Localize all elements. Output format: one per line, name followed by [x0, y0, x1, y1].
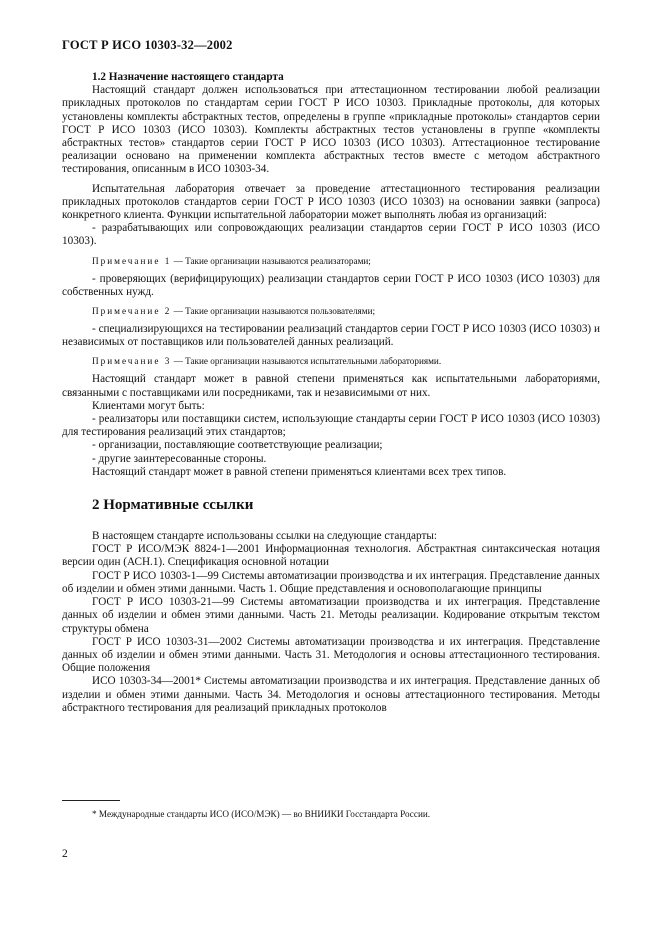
note-label: Примечание 1 — [92, 255, 172, 266]
reference-item: ГОСТ Р ИСО/МЭК 8824-1—2001 Информационная технология. Абстрактная синтаксическая нотация версии один (АСН.1). Спецификация основной нотации — [62, 543, 600, 569]
reference-item: ГОСТ Р ИСО 10303-31—2002 Системы автоматизации производства и их интеграция. Представление данных об изделии и обмен этими данными. Часть 31. Методология и основы аттестационного тестирования. Общие положения — [62, 635, 600, 675]
page-number: 2 — [62, 848, 68, 860]
note — [62, 355, 600, 367]
paragraph: Настоящий стандарт может в равной степени применяться как испытательными лабораториями, связанными с поставщиками или посредниками, так и независимыми от них. — [62, 373, 600, 399]
note — [62, 305, 600, 317]
list-item: - специализирующихся на тестировании реализаций стандартов серии ГОСТ Р ИСО 10303 (ИСО 10303) и независимых от поставщиков или пользователей данных реализаций. — [62, 323, 600, 349]
list-item: - разрабатывающих или сопровождающих реализации стандартов серии ГОСТ Р ИСО 10303 (ИСО 10303). — [62, 222, 600, 248]
paragraph: Настоящий стандарт должен использоваться при аттестационном тестировании любой реализации прикладных протоколов по стандартам серии ГОСТ Р ИСО 10303. Прикладные протоколы, для которых установлены комплекты абстрактных тестов, определены в группе «прикладные протоколы» стандартов серии ГОСТ Р ИСО 10303 (ИСО 10303). Комплекты абстрактных тестов установлены в группе «комплекты абстрактных тестов» стандартов серии ГОСТ Р ИСО 10303 (ИСО 10303). Аттестационное тестирование реализации основано на применении комплекта абстрактных тестов вместе с методом абстрактного тестирования, описанным в ИСО 10303-34. — [62, 84, 600, 176]
list-item: - проверяющих (верифицирующих) реализации стандартов серии ГОСТ Р ИСО 10303 (ИСО 10303) для собственных нужд. — [62, 272, 600, 298]
paragraph: Испытательная лаборатория отвечает за проведение аттестационного тестирования реализации прикладных протоколов стандартов серии ГОСТ Р ИСО 10303 (ИСО 10303) на основании заявки (запроса) конкретного клиента. Функции испытательной лаборатории может выполнять любая из организаций: — [62, 182, 600, 222]
list-item: - организации, поставляющие соответствующие реализации; — [92, 439, 383, 452]
note-label: Примечание 3 — [92, 356, 172, 367]
note-text: — Такие организации называются испытательными лабораториями. — [171, 356, 442, 367]
section-1-2-heading: 1.2 Назначение настоящего стандарта — [92, 71, 284, 83]
note-text: — Такие организации называются реализаторами; — [171, 255, 371, 266]
note — [62, 255, 600, 267]
page-body — [62, 38, 600, 715]
section-2-heading: 2 Нормативные ссылки — [92, 497, 254, 514]
reference-item: ГОСТ Р ИСО 10303-1—99 Системы автоматизации производства и их интеграция. Представление данных об изделии и обмен этими данными. Часть 1. Общие представления и основополагающие принципы — [62, 569, 600, 595]
note-text: — Такие организации называются пользователями; — [171, 306, 376, 317]
paragraph: Клиентами могут быть: — [92, 399, 205, 412]
list-item: - другие заинтересованные стороны. — [92, 452, 267, 465]
reference-item: ГОСТ Р ИСО 10303-21—99 Системы автоматизации производства и их интеграция. Представление данных об изделии и обмен этими данными. Часть 21. Методы реализации. Кодирование открытым текстом структуры обмена — [62, 596, 600, 635]
note-label: Примечание 2 — [92, 306, 172, 317]
paragraph: В настоящем стандарте использованы ссылки на следующие стандарты: — [92, 530, 437, 543]
footnote: * Международные стандарты ИСО (ИСО/МЭК) — во ВНИИКИ Госстандарта России. — [92, 809, 431, 819]
reference-item: ИСО 10303-34—2001* Системы автоматизации производства и их интеграция. Представление данных об изделии и обмен этими данными. Часть 34. Методология и основы аттестационного тестирования. Методы абстрактного тестирования для реализаций прикладных протоколов — [62, 675, 600, 714]
document-header: ГОСТ Р ИСО 10303-32—2002 — [62, 38, 233, 52]
paragraph: Настоящий стандарт может в равной степени применяться клиентами всех трех типов. — [92, 465, 507, 478]
list-item: - реализаторы или поставщики систем, использующие стандарты серии ГОСТ Р ИСО 10303 (ИСО 10303) для тестирования реализаций этих стандартов; — [62, 413, 600, 439]
footnote-divider — [62, 800, 120, 801]
